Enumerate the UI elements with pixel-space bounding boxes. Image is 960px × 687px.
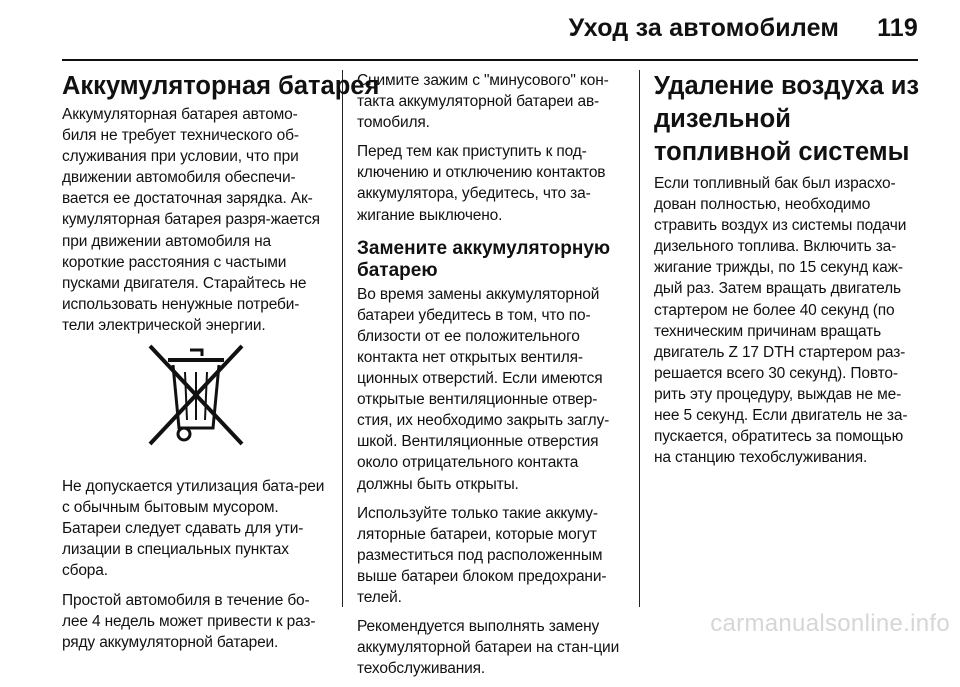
column-2 <box>357 70 627 687</box>
battery-paragraph-1: Аккумуляторная батарея автомо-биля не требует технического об-служивания при условии, что при движении автомобиля обеспечи-вается ее достаточная зарядка. Ак-кумуляторная батарея разря-жается при движении автомобиля на короткие расстояния с частыми пусками двигателя. Старайтесь не использовать ненужные потреби-тели электрической энергии. <box>62 106 320 334</box>
clamp-paragraph: Снимите зажим с "минусового" кон-такта аккумуляторной батареи ав-томобиля. <box>357 72 609 132</box>
section-title: Уход за автомобилем <box>568 14 840 42</box>
page-header <box>569 14 918 43</box>
replace-battery-heading: Замените аккумуляторную батарею <box>357 237 611 281</box>
column-1 <box>62 70 380 661</box>
page-number: 119 <box>877 14 918 42</box>
watermark: carmanualsonline.info <box>710 610 950 637</box>
replace-paragraph-2: Используйте только такие аккуму-ляторные батареи, которые могут разместиться под расположенным выше батареи блоком предохрани-телей. <box>357 504 607 606</box>
ignition-paragraph: Перед тем как приступить к под-ключению и отключению контактов аккумулятора, убедитесь, что за-жигание выключено. <box>357 143 606 224</box>
replace-paragraph-1: Во время замены аккумуляторной батареи убедитесь в том, что по-близости от ее положительного контакта нет открытых вентиля-ционных отверстий. Если имеются открытые вентиляционные отвер-стия, их необходимо закрыть заглу-шкой. Вентиляционные отверстия около отрицательного контакта должны быть открыты. <box>357 285 610 493</box>
column-divider-1 <box>342 70 343 607</box>
column-divider-2 <box>639 70 640 607</box>
diesel-bleed-heading: Удаление воздуха из дизельной топливной системы <box>654 72 920 166</box>
crossed-out-wheelie-bin-icon <box>138 344 254 450</box>
column-3 <box>654 70 924 476</box>
battery-heading: Аккумуляторная батарея <box>62 72 380 100</box>
replace-paragraph-3: Рекомендуется выполнять замену аккумуляторной батареи на стан-ции техобслуживания. <box>357 618 620 678</box>
battery-paragraph-3: Простой автомобиля в течение бо-лее 4 недель может привести к раз-ряду аккумуляторной батареи. <box>62 591 316 651</box>
header-divider <box>62 59 918 61</box>
disposal-icon-container <box>62 344 330 462</box>
diesel-bleed-paragraph: Если топливный бак был израсхо-дован полностью, необходимо стравить воздух из системы подачи дизельного топлива. Включить за-жигание трижды, по 15 секунд каж-дый раз. Затем вращать двигатель стартером не более 40 секунд (по техническим причинам вращать двигатель Z 17 DTH стартером раз-решается всего 30 секунд). Повто-рить эту процедуру, выждав не ме-нее 5 секунд. Если двигатель не за-пускается, обратитесь за помощью на станцию техобслуживания. <box>654 175 908 467</box>
battery-paragraph-2: Не допускается утилизация бата-реи с обычным бытовым мусором. Батареи следует сдавать для ути-лизации в специальных пунктах сбора. <box>62 478 325 580</box>
